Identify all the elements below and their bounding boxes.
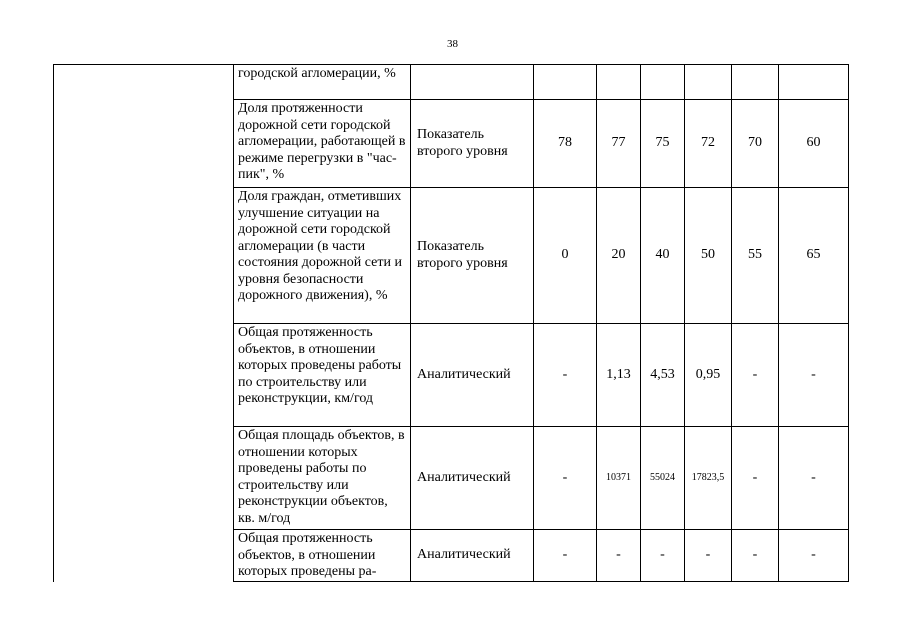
empty-first-column-cell [54, 530, 234, 582]
value-cell: - [597, 530, 641, 582]
indicators-table [53, 64, 849, 582]
indicator-type [411, 65, 534, 100]
indicator-type: Аналитический [411, 427, 534, 530]
value-cell: 50 [685, 188, 732, 324]
indicator-name: Общая протяженность объектов, в отношении которых проведены ра- [234, 530, 411, 582]
value-cell: - [641, 530, 685, 582]
value-cell: 77 [597, 100, 641, 188]
value-cell: 1,13 [597, 324, 641, 427]
indicator-type: Аналитический [411, 324, 534, 427]
empty-first-column-cell [54, 324, 234, 427]
value-cell [641, 65, 685, 100]
empty-first-column-cell [54, 100, 234, 188]
table-row [54, 65, 849, 100]
indicator-type: Показатель второго уровня [411, 100, 534, 188]
value-cell: 4,53 [641, 324, 685, 427]
value-cell [779, 65, 849, 100]
value-cell: 78 [534, 100, 597, 188]
indicator-name: Общая площадь объектов, в отношении которых проведены работы по строительству или реконструкции объектов, кв. м/год [234, 427, 411, 530]
value-cell: - [534, 324, 597, 427]
value-cell: 40 [641, 188, 685, 324]
value-cell: - [779, 324, 849, 427]
value-cell: - [779, 427, 849, 530]
indicator-name: Доля граждан, отметивших улучшение ситуации на дорожной сети городской агломерации (в части состояния дорожной сети и уровня безопасности дорожного движения), % [234, 188, 411, 324]
page-number: 38 [447, 38, 458, 50]
table-row [54, 324, 849, 427]
value-cell: - [732, 324, 779, 427]
value-cell: 60 [779, 100, 849, 188]
value-cell [685, 65, 732, 100]
value-cell: - [534, 427, 597, 530]
value-cell: 72 [685, 100, 732, 188]
value-cell: 55024 [641, 427, 685, 530]
value-cell: - [534, 530, 597, 582]
indicator-name: Общая протяженность объектов, в отношении которых проведены работы по строительству или реконструкции, км/год [234, 324, 411, 427]
indicator-name: Доля протяженности дорожной сети городской агломерации, работающей в режиме перегрузки в "час-пик", % [234, 100, 411, 188]
value-cell: 0 [534, 188, 597, 324]
value-cell [732, 65, 779, 100]
value-cell: - [732, 530, 779, 582]
value-cell: - [732, 427, 779, 530]
table-row [54, 188, 849, 324]
value-cell: 55 [732, 188, 779, 324]
empty-first-column-cell [54, 188, 234, 324]
value-cell [534, 65, 597, 100]
table-row [54, 100, 849, 188]
indicator-type: Показатель второго уровня [411, 188, 534, 324]
value-cell: 70 [732, 100, 779, 188]
value-cell: 17823,5 [685, 427, 732, 530]
value-cell: 0,95 [685, 324, 732, 427]
indicator-name: городской агломерации, % [234, 65, 411, 100]
table-row [54, 530, 849, 582]
value-cell [597, 65, 641, 100]
value-cell: 65 [779, 188, 849, 324]
empty-first-column-cell [54, 427, 234, 530]
value-cell: 10371 [597, 427, 641, 530]
value-cell: - [779, 530, 849, 582]
table-row [54, 427, 849, 530]
value-cell: - [685, 530, 732, 582]
indicator-type: Аналитический [411, 530, 534, 582]
empty-first-column-cell [54, 65, 234, 100]
value-cell: 75 [641, 100, 685, 188]
value-cell: 20 [597, 188, 641, 324]
